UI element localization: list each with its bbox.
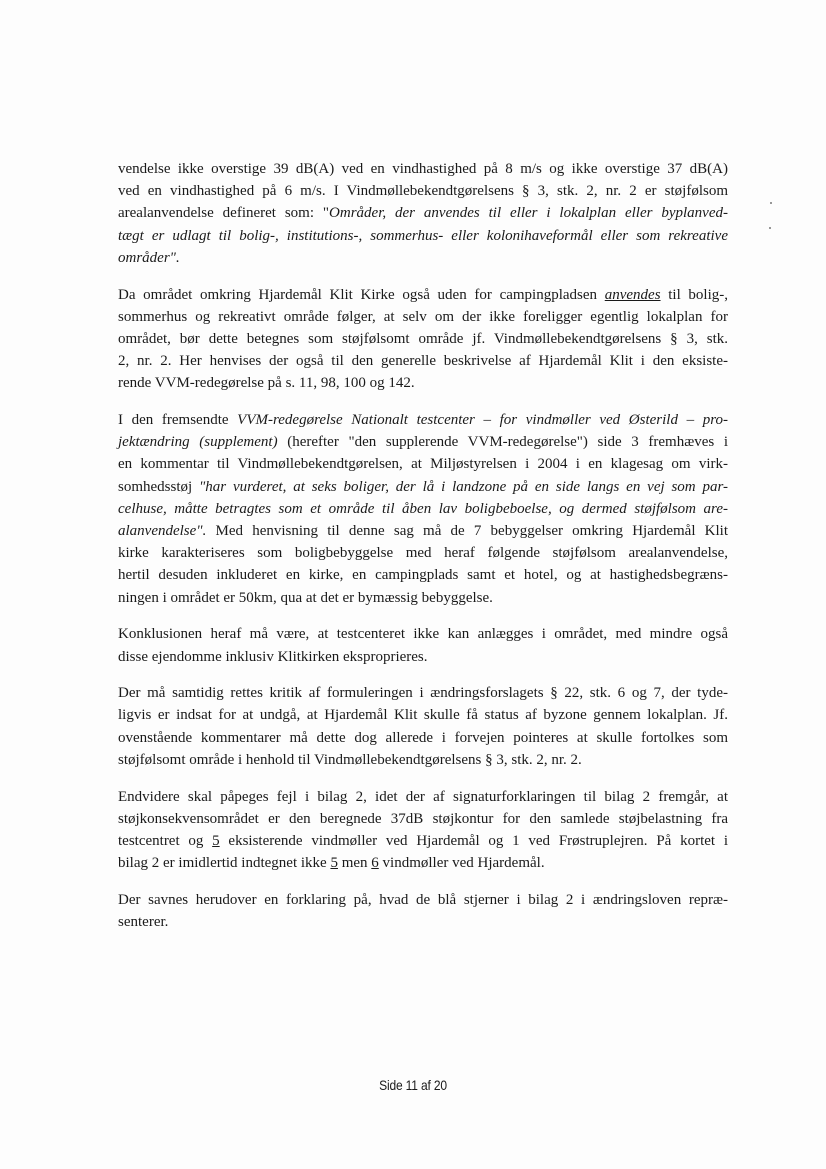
body-paragraph [118,889,728,933]
text-run: celhuse, måtte betragtes som et område til åben lav boligbeboelse, og dermed støjfølsom are- [118,500,728,517]
text-line [118,453,728,475]
text-line [118,158,728,180]
text-line [118,808,728,830]
text-line [118,409,728,431]
text-line [118,727,728,749]
body-paragraph [118,623,728,667]
text-line [118,889,728,911]
text-run: Da området omkring Hjardemål Klit Kirke også uden for campingpladsen [118,286,605,303]
text-run: området, bør dette betegnes som støjfølsomt område jf. Vindmøllebekendtgørelsens § 3, stk. [118,330,728,347]
scan-speck [769,227,771,229]
text-run: Med henvisning til denne sag må de 7 bebyggelser omkring Hjardemål Klit [206,523,728,540]
text-run: disse ejendomme inklusiv Klitkirken eksproprieres. [118,648,428,665]
text-run: Endvidere skal påpeges fejl i bilag 2, idet der af signaturforklaringen til bilag 2 fremgår, at [118,788,728,805]
text-run: til bolig-, [660,286,728,303]
text-run: Konklusionen heraf må være, at testcenteret ikke kan anlægges i området, med mindre også [118,626,728,643]
text-run: Der må samtidig rettes kritik af formuleringen i ændringsforslagets § 22, stk. 6 og 7, der tyde- [118,685,728,702]
text-line [118,911,728,933]
text-run: ovenstående kommentarer må dette dog allerede i forvejen pointeres at skulle fortolkes som [118,729,728,746]
text-run: vindmøller ved Hjardemål. [378,855,545,872]
document-body [118,158,728,933]
text-line [118,247,728,269]
page-number-footer: Side 11 af 20 [379,1077,447,1093]
text-line [118,704,728,726]
text-line [118,350,728,372]
text-line [118,830,728,852]
text-run: 5 [330,855,338,872]
text-line [118,587,728,609]
text-line [118,646,728,668]
text-run: støjfølsomt område i henhold til Vindmøllebekendtgørelsens § 3, stk. 2, nr. 2. [118,751,582,768]
text-run: ligvis er indsat for at undgå, at Hjardemål Klit skulle få status af byzone gennem lokalplan. Jf. [118,707,728,724]
text-run: somhedsstøj [118,478,199,495]
text-run: sommerhus og rekreativt område følger, at selv om der ikke foreligger egentlig lokalplan for [118,308,728,325]
text-run: rende VVM-redegørelse på s. 11, 98, 100 og 142. [118,375,415,392]
text-line [118,306,728,328]
text-line [118,284,728,306]
text-run: I den fremsendte [118,412,238,429]
text-line [118,476,728,498]
body-paragraph [118,409,728,609]
text-run: kirke karakteriseres som boligbebyggelse med heraf følgende støjfølsom arealanvendelse, [118,545,728,562]
text-run: 6 [371,855,379,872]
text-run: bilag 2 er imidlertid indtegnet ikke [118,855,331,872]
text-line [118,542,728,564]
text-run: jektændring (supplement) [118,434,278,451]
text-run: hertil desuden inkluderet en kirke, en campingplads samt et hotel, og at hastighedsbegræns- [118,567,728,584]
body-paragraph [118,158,728,269]
text-line [118,520,728,542]
text-line [118,328,728,350]
text-run: 5 [212,832,220,849]
text-line [118,180,728,202]
text-line [118,431,728,453]
text-run: Områder, der anvendes til eller i lokalplan eller byplanved- [329,205,728,222]
body-paragraph [118,682,728,771]
text-run: ved en vindhastighed på 6 m/s. I Vindmøllebekendtgørelsens § 3, stk. 2, nr. 2 er støjfølsom [118,183,728,200]
text-run: områder". [118,249,180,266]
text-line [118,225,728,247]
text-line [118,498,728,520]
text-run: vendelse ikke overstige 39 dB(A) ved en vindhastighed på 8 m/s og ikke overstige 37 dB(A) [118,161,728,177]
text-line [118,372,728,394]
text-run: arealanvendelse defineret som: " [118,205,330,222]
text-run: men [337,855,372,872]
text-run: VVM-redegørelse Nationalt testcenter – for vindmøller ved Østerild – pro- [237,412,728,429]
text-run: en kommentar til Vindmøllebekendtgørelsen, at Miljøstyrelsen i 2004 i en klagesag om virk- [118,456,728,473]
text-line [118,682,728,704]
text-run: tægt er udlagt til bolig-, institutions-, sommerhus- eller kolonihaveformål eller som rekreative [118,227,728,244]
text-line [118,852,728,874]
text-line [118,749,728,771]
text-line [118,623,728,645]
text-run: testcentret og [118,832,213,849]
scan-speck [770,202,772,204]
text-line [118,786,728,808]
text-run: eksisterende vindmøller ved Hjardemål og 1 ved Frøstruplejren. På kortet i [219,832,728,849]
text-run: (herefter "den supplerende VVM-redegørelse") side 3 fremhæves i [277,434,728,451]
text-line [118,564,728,586]
text-run: 2, nr. 2. Her henvises der også til den generelle beskrivelse af Hjardemål Klit i den eksiste- [118,353,728,370]
text-run: ningen i området er 50km, qua at det er bymæssig bebyggelse. [118,589,493,606]
text-run: "har vurderet, at seks boliger, der lå i landzone på en side langs en vej som par- [199,478,728,495]
text-run: støjkonsekvensområdet er den beregnede 37dB støjkontur for den samlede støjbelastning fra [118,810,728,827]
text-run: anvendes [604,286,661,303]
text-run: Der savnes herudover en forklaring på, hvad de blå stjerner i bilag 2 i ændringsloven repræ- [118,891,728,908]
body-paragraph [118,284,728,395]
text-run: senterer. [118,914,169,931]
text-run: alanvendelse". [118,523,207,540]
body-paragraph [118,786,728,875]
text-line [118,202,728,224]
